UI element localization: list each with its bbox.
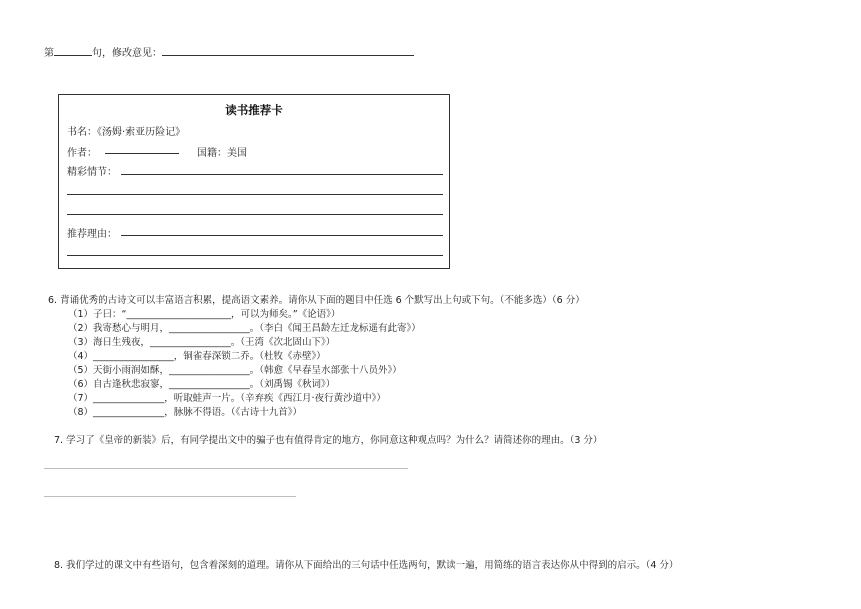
- author-label: 作者：: [67, 148, 97, 159]
- q8-stem: 8. 我们学过的课文中有些语句，包含着深刻的道理。请你从下面给出的三句话中任选两句，默读一遍，用简练的语言表达你从中得到的启示。（4 分）: [54, 560, 679, 571]
- nationality: 国籍：美国: [197, 148, 247, 159]
- q6-item-4: （4）_________________，铜雀春深锁二乔。（杜牧《赤壁》）: [68, 351, 326, 362]
- q6-item-2: （2）我寄愁心与明月，_________________。（李白《闻王昌龄左迁龙标遥有此寄》）: [68, 323, 421, 334]
- q6-item-6: （6）自古逢秋悲寂寥，_________________。（刘禹锡《秋词》）: [68, 379, 336, 390]
- revision-line: [44, 44, 414, 59]
- author-blank[interactable]: [105, 153, 179, 154]
- revision-middle: 句，修改意见：: [92, 48, 162, 59]
- q7-answer-line-2[interactable]: [44, 496, 296, 497]
- revision-prefix: 第: [44, 48, 54, 59]
- author-row: [67, 144, 97, 159]
- reason-line-2[interactable]: [67, 255, 443, 256]
- q6-item-3: （3）海日生残夜，_________________。（王湾《次北固山下》）: [68, 337, 336, 348]
- q7-answer-line-1[interactable]: [44, 468, 408, 469]
- q6-stem: 6. 背诵优秀的古诗文可以丰富语言积累，提高语文素养。请你从下面的题目中任选 6 个默写出上句或下句。（不能多选）（6 分）: [48, 295, 585, 306]
- q6-item-7: （7）_______________，听取蛙声一片。（辛弃疾《西江月·夜行黄沙道中》）: [68, 393, 386, 404]
- highlights-line-2[interactable]: [67, 194, 443, 195]
- q6-item-5: （5）天街小雨润如酥，_________________。（韩愈《早春呈水部张十八员外》）: [68, 365, 402, 376]
- revision-opinion-blank[interactable]: [162, 44, 414, 56]
- reason-line-1[interactable]: [121, 235, 443, 236]
- q6-item-8: （8）_______________，脉脉不得语。（《古诗十九首》）: [68, 407, 303, 418]
- highlights-line-3[interactable]: [67, 214, 443, 215]
- reason-label: 推荐理由：: [67, 229, 117, 240]
- card-title: 读书推荐卡: [225, 103, 283, 117]
- sentence-number-blank[interactable]: [54, 44, 92, 56]
- highlights-label: 精彩情节：: [67, 167, 117, 178]
- highlights-line-1[interactable]: [121, 174, 443, 175]
- q7-stem: 7. 学习了《皇帝的新装》后，有同学提出文中的骗子也有值得肯定的地方，你同意这种观点吗？为什么？请简述你的理由。（3 分）: [54, 435, 603, 446]
- q6-item-1: （1）子曰：“______________________，可以为师矣。”《论语》）: [68, 309, 341, 320]
- reading-recommendation-card: [58, 94, 450, 269]
- book-name: 书名：《汤姆·索亚历险记》: [67, 127, 186, 138]
